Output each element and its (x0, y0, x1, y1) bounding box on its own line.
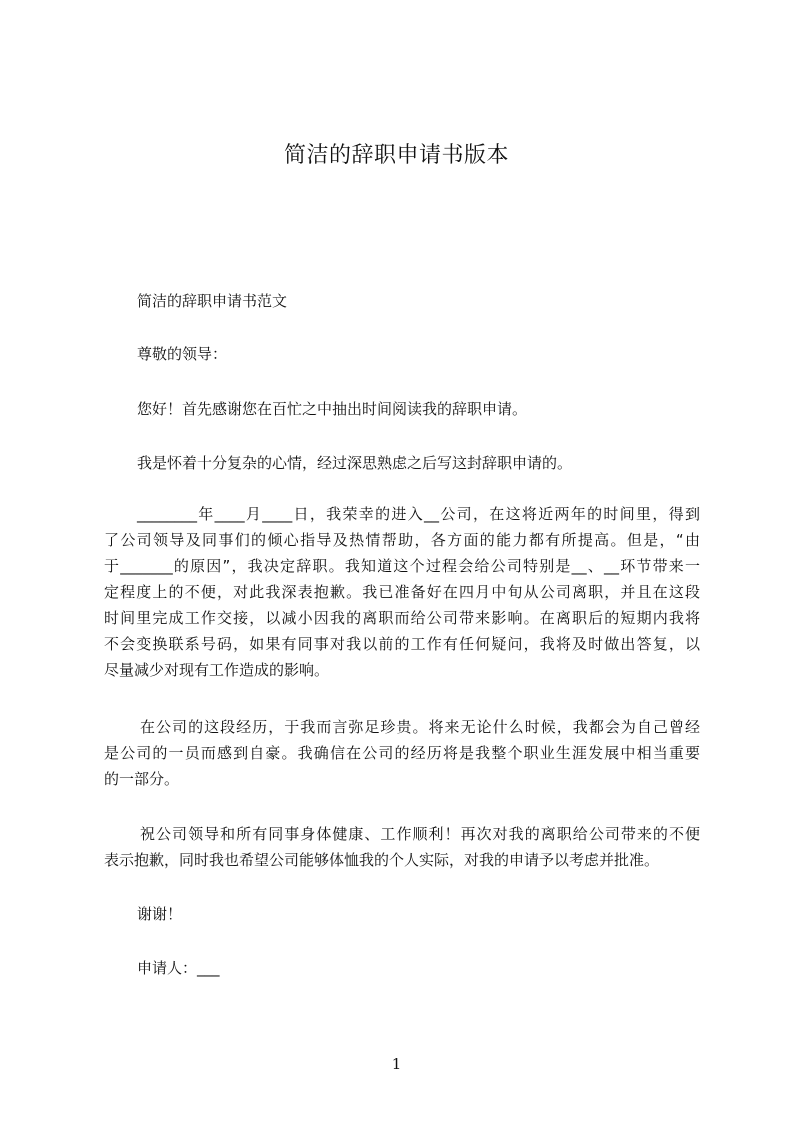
salutation: 尊敬的领导： (137, 345, 228, 363)
body-1-line: 不会变换联系号码，如果有同事对我以前的工作有任何疑问，我将及时做出答复，以 (104, 635, 700, 653)
applicant-line: 申请人：___ (137, 959, 220, 977)
intro-paragraph: 我是怀着十分复杂的心情，经过深思熟虑之后写这封辞职申请的。 (137, 454, 573, 472)
body-2-line: 是公司的一员而感到自豪。我确信在公司的经历将是我整个职业生涯发展中相当重要 (104, 744, 700, 762)
subtitle: 简洁的辞职申请书范文 (137, 292, 288, 310)
body-3-line: 表示抱歉，同时我也希望公司能够体恤我的个人实际，对我的申请予以考虑并批准。 (104, 851, 660, 869)
body-paragraph-2 (104, 714, 700, 792)
body-3-line: 祝公司领导和所有同事身体健康、工作顺利！再次对我的离职给公司带来的不便 (140, 825, 700, 843)
body-paragraph-1 (104, 501, 700, 683)
body-2-line: 在公司的这段经历，于我而言弥足珍贵。将来无论什么时候，我都会为自己曾经 (140, 718, 700, 736)
body-paragraph-3 (104, 821, 700, 873)
greeting-paragraph: 您好！首先感谢您在百忙之中抽出时间阅读我的辞职申请。 (137, 400, 528, 418)
page-number: 1 (391, 1055, 402, 1073)
body-1-line: 定程度上的不便，对此我深表抱歉。我已准备好在四月中旬从公司离职，并且在这段 (104, 583, 700, 601)
body-1-line: ________年____月____日，我荣幸的进入__公司，在这将近两年的时间里，得到 (137, 505, 700, 523)
body-1-line: 了公司领导及同事们的倾心指导及热情帮助，各方面的能力都有所提高。但是，“由 (104, 531, 700, 549)
body-1-line: 尽量减少对现有工作造成的影响。 (104, 661, 330, 679)
body-1-line: 时间里完成工作交接，以减小因我的离职而给公司带来影响。在离职后的短期内我将 (104, 609, 700, 627)
thanks-line: 谢谢！ (137, 905, 183, 923)
body-1-line: 于_______的原因”，我决定辞职。我知道这个过程会给公司特别是__、__环节带来一 (104, 557, 700, 575)
body-2-line: 的一部分。 (104, 770, 180, 788)
document-title: 简洁的辞职申请书版本 (283, 143, 509, 168)
